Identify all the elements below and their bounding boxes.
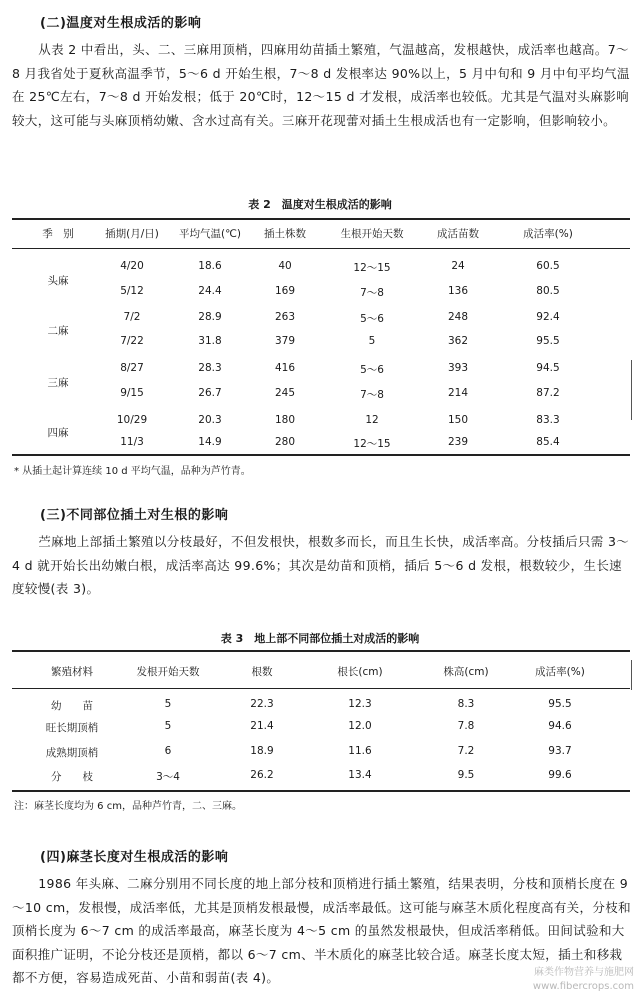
table-cell: 92.4: [536, 311, 560, 323]
table-cell: 393: [447, 362, 469, 374]
table-cell: 99.6: [548, 769, 572, 781]
table-cell: 87.2: [536, 387, 560, 399]
table-cell: 7.2: [457, 745, 475, 757]
table-cell: 12～15: [353, 262, 391, 274]
table-cell: 13.4: [348, 769, 372, 781]
row-label: 旺长期顶梢: [45, 722, 99, 734]
table-header-cell: 成活苗数: [437, 228, 479, 240]
table-cell: 28.9: [198, 311, 222, 323]
table-cell: 26.7: [198, 387, 222, 399]
table-header-cell: 成活率(%): [523, 228, 573, 240]
season-label: 头麻: [47, 274, 69, 287]
table-header-cell: 根数: [251, 666, 273, 678]
table-header-cell: 插期(月/日): [105, 228, 159, 240]
table-header-cell: 株高(cm): [443, 666, 489, 678]
table-cell: 40: [278, 260, 292, 272]
table-cell: 94.6: [548, 720, 572, 732]
table-cell: 7.8: [457, 720, 475, 732]
section-heading: (三)不同部位插土对生根的影响: [40, 508, 229, 523]
table-cell: 214: [447, 387, 469, 399]
table-cell: 24.4: [198, 285, 222, 297]
table-cell: 280: [274, 436, 296, 448]
table-cell: 95.5: [536, 335, 560, 347]
section-heading: (四)麻茎长度对生根成活的影响: [40, 850, 229, 865]
table-cell: 60.5: [536, 260, 560, 272]
table-cell: 11/3: [120, 436, 144, 448]
table-cell: 8/27: [120, 362, 144, 374]
table-cell: 12.0: [348, 720, 372, 732]
season-label: 三麻: [47, 376, 69, 389]
table-cell: 5～6: [360, 364, 384, 376]
table-cell: 24: [451, 260, 465, 272]
table-cell: 20.3: [198, 414, 222, 426]
table-cell: 8.3: [457, 698, 475, 710]
table-cell: 11.6: [348, 745, 372, 757]
section-paragraph: 1986 年头麻、二麻分别用不同长度的地上部分枝和顶梢进行插土繁殖，结果表明，分枝和顶梢长度在 9～10 cm，发根慢，成活率低，尤其是顶梢发根最慢，成活率最低。这可能与麻茎木质化程度高有关，分枝和顶梢长度为 6～7 cm 的成活率最高，麻茎长度为 4～5 cm 的虽然发根最快，但成活率稍低。田间试验和大面积推广证明，不论分枝还是顶梢，都以 6～7 cm、半木质化的麻茎比较合适。麻茎长度太短，插土和移栽都不方便，容易造成死苗、小苗和弱苗(表 4)。: [12, 876, 631, 985]
table-note: 注：麻茎长度均为 6 cm，品种芦竹青，二、三麻。: [14, 801, 242, 812]
table-cell: 26.2: [250, 769, 274, 781]
table-cell: 180: [274, 414, 296, 426]
table-cell: 95.5: [548, 698, 572, 710]
table-cell: 7～8: [360, 287, 384, 299]
table-cell: 12.3: [348, 698, 372, 710]
table-cell: 18.6: [198, 260, 222, 272]
table-cell: 379: [274, 335, 296, 347]
row-label: 分 枝: [51, 771, 93, 783]
table-cell: 5: [164, 720, 172, 732]
season-label: 四麻: [47, 427, 69, 439]
crop-mark: [631, 360, 632, 420]
table-cell: 5～6: [360, 313, 384, 325]
table-bottom-rule: [12, 454, 630, 456]
table-caption: 表 2 温度对生根成活的影响: [248, 198, 392, 211]
table-cell: 7/2: [123, 311, 141, 323]
table-cell: 7～8: [360, 389, 384, 401]
table-cell: 150: [447, 414, 469, 426]
table-cell: 18.9: [250, 745, 274, 757]
table-header-cell: 根长(cm): [337, 666, 383, 678]
table-cell: 136: [447, 285, 469, 297]
table-cell: 169: [274, 285, 296, 297]
table-cell: 22.3: [250, 698, 274, 710]
table-header-rule: [12, 248, 630, 249]
table-cell: 12: [365, 414, 379, 426]
table-cell: 31.8: [198, 335, 222, 347]
table-top-rule: [12, 218, 630, 220]
table-cell: 14.9: [198, 436, 222, 448]
row-label: 幼 苗: [51, 700, 93, 712]
table-cell: 5: [368, 335, 376, 347]
table-cell: 5: [164, 698, 172, 710]
table-cell: 248: [447, 311, 469, 323]
table-cell: 263: [274, 311, 296, 323]
table-cell: 9/15: [120, 387, 144, 399]
table-cell: 416: [274, 362, 296, 374]
table-cell: 7/22: [120, 335, 144, 347]
watermark-title: 麻类作物营养与施肥网: [534, 967, 634, 978]
table-cell: 5/12: [120, 285, 144, 297]
table-header-rule: [12, 688, 630, 689]
table-cell: 93.7: [548, 745, 572, 757]
table-cell: 85.4: [536, 436, 560, 448]
table-header-cell: 生根开始天数: [340, 228, 404, 240]
table-header-cell: 繁殖材料: [51, 666, 93, 678]
table-cell: 6: [164, 745, 172, 757]
crop-mark: [631, 660, 632, 690]
row-label: 成熟期顶梢: [45, 747, 99, 759]
table-caption: 表 3 地上部不同部位插土对成活的影响: [220, 632, 420, 645]
table-cell: 83.3: [536, 414, 560, 426]
table-cell: 245: [274, 387, 296, 399]
table-cell: 9.5: [457, 769, 475, 781]
table-cell: 28.3: [198, 362, 222, 374]
table-cell: 94.5: [536, 362, 560, 374]
table-cell: 10/29: [116, 414, 148, 426]
section-heading: (二)温度对生根成活的影响: [40, 16, 202, 31]
table-header-cell: 平均气温(℃): [179, 228, 241, 240]
table-cell: 12～15: [353, 438, 391, 450]
table-header-cell: 发根开始天数: [136, 666, 200, 678]
section-paragraph: 苎麻地上部插土繁殖以分枝最好，不但发根快，根数多而长，而且生长快，成活率高。分枝插后只需 3～4 d 就开始长出幼嫩白根，成活率高达 99.6%；其次是幼苗和顶梢，插后 5～6 d 发根，根数较少，生长速度较慢(表 3)。: [12, 534, 630, 596]
site-watermark: [533, 966, 634, 994]
table-cell: 80.5: [536, 285, 560, 297]
table-header-cell: 成活率(%): [535, 666, 585, 678]
watermark-url: www.fibercrops.com: [532, 981, 634, 992]
table-note: * 从插土起计算连续 10 d 平均气温，品种为芦竹青。: [14, 466, 251, 477]
table-cell: 3～4: [156, 771, 180, 783]
table-bottom-rule: [12, 790, 630, 792]
table-cell: 21.4: [250, 720, 274, 732]
table-cell: 239: [447, 436, 469, 448]
section-paragraph: 从表 2 中看出，头、二、三麻用顶梢，四麻用幼苗插土繁殖，气温越高，发根越快，成活率也越高。7～8 月我省处于夏秋高温季节，5～6 d 开始生根，7～8 d 发根率达 90%以上，5 月中旬和 9 月中旬平均气温在 25℃左右，7～8 d 开始发根；低于 20℃时，12～15 d 才发根，成活率也较低。尤其是气温对头麻影响较大，这可能与头麻顶梢幼嫩、含水过高有关。三麻开花现蕾对插土生根成活也有一定影响，但影响较小。: [12, 42, 630, 128]
table-header-cell: 季 别: [42, 228, 74, 240]
table-top-rule: [12, 650, 630, 652]
table-header-cell: 插土株数: [264, 228, 306, 240]
season-label: 二麻: [47, 325, 69, 337]
table-cell: 4/20: [120, 260, 144, 272]
table-cell: 362: [447, 335, 469, 347]
